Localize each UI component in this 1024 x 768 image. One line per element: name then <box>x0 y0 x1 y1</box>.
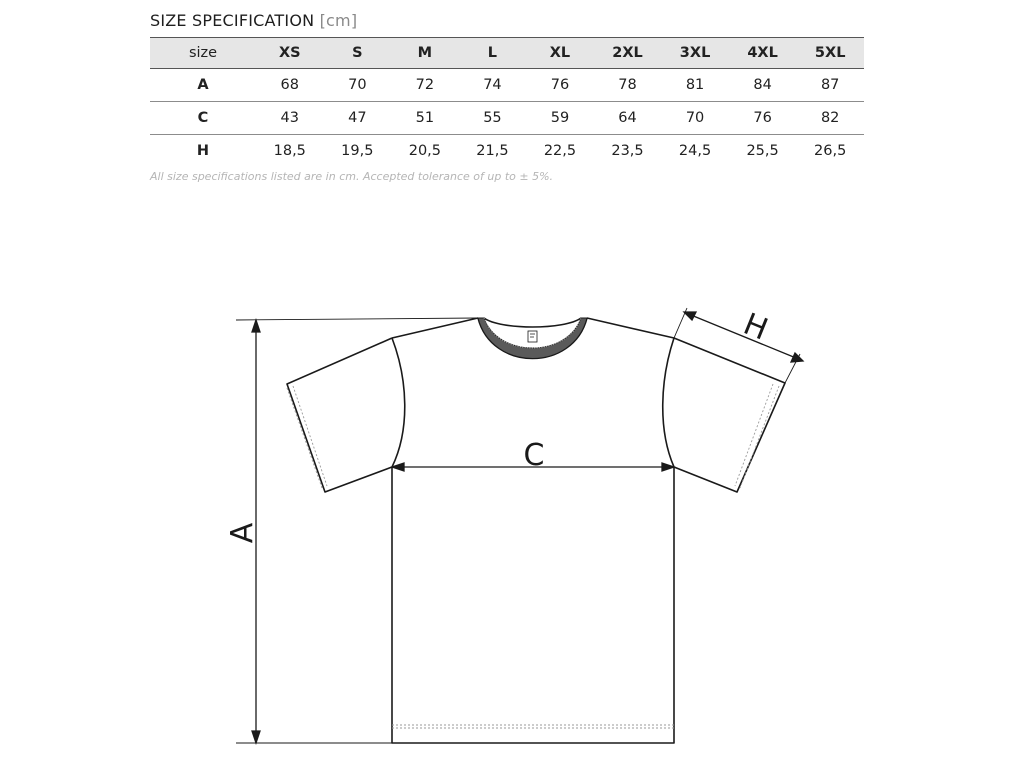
size-header-cell: 5XL <box>814 45 846 61</box>
right-sleeve <box>674 338 785 492</box>
row-label: C <box>197 110 209 126</box>
table-cell: 59 <box>550 110 570 126</box>
hem-stitching <box>287 384 779 728</box>
tolerance-note: All size specifications listed are in cm. Accepted tolerance of up to ± 5%. <box>150 170 554 183</box>
size-header-cell: L <box>487 45 498 61</box>
table-cell: 81 <box>685 77 705 93</box>
table-cell: 87 <box>820 77 840 93</box>
c-label: C <box>523 438 545 473</box>
left-sleeve-hem-stitch <box>287 388 322 488</box>
right-shoulder <box>587 318 674 338</box>
table-cell: 26,5 <box>814 143 847 159</box>
size-header-cell: 3XL <box>679 45 711 61</box>
table-cell: 18,5 <box>273 143 306 159</box>
left-sleeve <box>287 338 392 492</box>
table-cell: 72 <box>415 77 435 93</box>
right-armhole-seam <box>663 338 674 467</box>
row-label: H <box>196 143 210 159</box>
table-cell: 24,5 <box>678 143 712 159</box>
size-header-cell: 2XL <box>612 45 643 61</box>
table-cell: 74 <box>483 77 502 93</box>
table-cell: 20,5 <box>408 143 442 159</box>
left-armhole-seam <box>392 338 405 467</box>
table-cell: 21,5 <box>476 143 509 159</box>
tshirt-outline <box>287 318 785 743</box>
size-header-cell: XS <box>278 45 301 61</box>
h-label: H <box>738 306 773 348</box>
table-cell: 23,5 <box>611 143 644 159</box>
size-header-label: size <box>188 45 218 61</box>
measure-lines <box>236 308 803 743</box>
a-label: A <box>225 522 260 544</box>
a-arrow-top <box>252 320 260 332</box>
table-cell: 82 <box>820 110 840 126</box>
a-arrow-bottom <box>252 731 260 743</box>
size-header-cell: M <box>417 45 433 61</box>
table-cell: 70 <box>348 77 367 93</box>
table-cell: 64 <box>618 110 637 126</box>
table-cell: 68 <box>280 77 299 93</box>
left-sleeve-hem-stitch-2 <box>293 386 327 486</box>
size-header-cell: XL <box>549 45 571 61</box>
spec-unit: [cm] <box>319 11 358 30</box>
neck-label-icon <box>528 331 537 342</box>
table-cell: 76 <box>753 110 772 126</box>
left-shoulder <box>392 318 478 338</box>
collar-inner-top <box>484 318 581 327</box>
table-cell: 70 <box>685 110 705 126</box>
size-header-cell: 4XL <box>747 45 778 61</box>
table-cell: 47 <box>348 110 367 126</box>
collar-rib <box>478 318 587 359</box>
h-arrow-right <box>791 353 803 362</box>
table-cell: 25,5 <box>746 143 779 159</box>
table-cell: 76 <box>550 77 570 93</box>
table-cell: 84 <box>753 77 772 93</box>
spec-title-text: SIZE SPECIFICATION <box>150 11 315 30</box>
table-cell: 22,5 <box>543 143 577 159</box>
table-cell: 19,5 <box>341 143 374 159</box>
table-cell: 43 <box>280 110 299 126</box>
table-cell: 51 <box>415 110 435 126</box>
a-extension-top <box>236 318 478 320</box>
row-label: A <box>197 77 209 93</box>
table-cell: 78 <box>618 77 637 93</box>
table-cell: 55 <box>483 110 502 126</box>
right-sleeve-hem-stitch <box>740 386 779 488</box>
size-header-cell: S <box>352 45 363 61</box>
h-arrow-left <box>684 312 696 320</box>
right-sleeve-hem-stitch-2 <box>735 384 773 486</box>
tshirt-body <box>392 467 674 743</box>
